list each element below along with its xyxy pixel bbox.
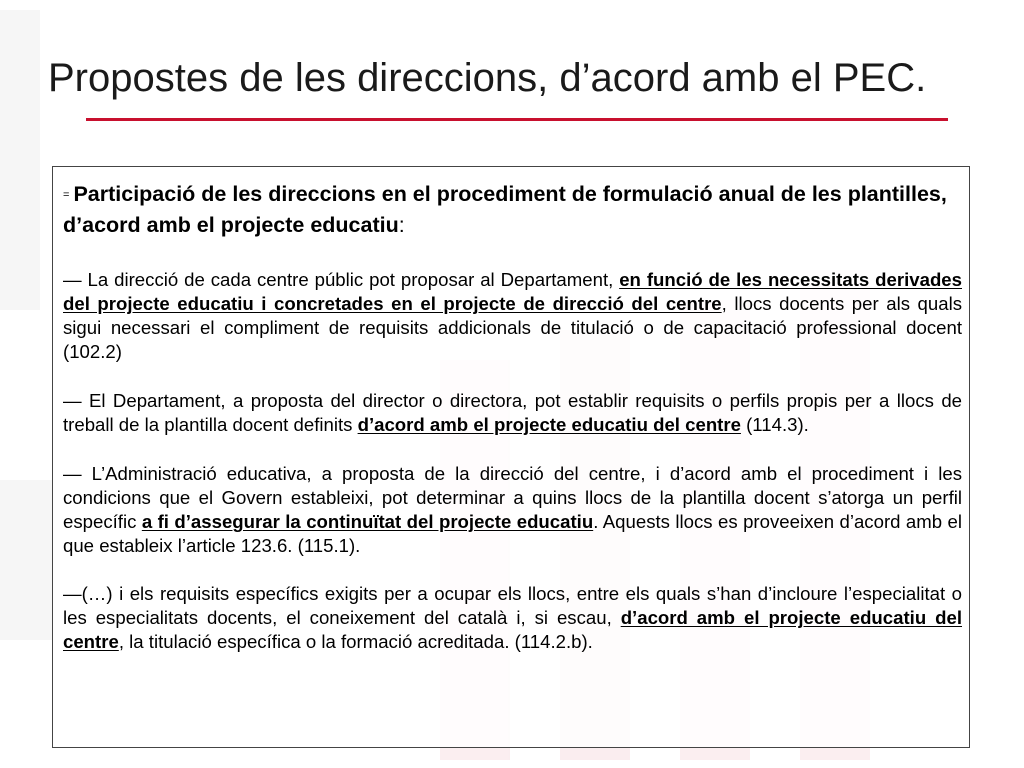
paragraph-4-emphasis: d’acord amb el projecte educatiu del centre <box>63 607 962 653</box>
box-heading <box>63 179 962 240</box>
content-box <box>52 166 970 748</box>
paragraph-4 <box>63 582 962 654</box>
paragraph-1-emphasis: en funció de les necessitats derivades del projecte educatiu i concretades en el projecte de direcció del centre <box>63 269 962 315</box>
heading-text: Participació de les direccions en el procediment de formulació anual de les plantilles, d’acord amb el projecte educatiu <box>63 182 947 238</box>
paragraph-4-text-before: —(…) i els requisits específics exigits per a ocupar els llocs, entre els quals s’han d’incloure l’especialitat o les especialitats docents, el coneixement del català i, si escau, <box>63 583 962 629</box>
paragraph-3-text-before: — L’Administració educativa, a proposta de la direcció del centre, i d’acord amb el procediment i les condicions que el Govern estableixi, pot determinar a quins llocs de la plantilla docent s’atorga un perfil específic <box>63 463 962 533</box>
paragraph-3-text-after: . Aquests llocs es proveeixen d’acord amb el que estableix l’article 123.6. (115.1). <box>63 511 962 557</box>
paragraph-2 <box>63 389 962 437</box>
paragraph-1-text-before: — La direcció de cada centre públic pot proposar al Departament, <box>63 269 620 291</box>
paragraph-3-emphasis: a fi d’assegurar la continuïtat del projecte educatiu <box>141 511 594 533</box>
paragraph-2-text-before: — El Departament, a proposta del director o directora, pot establir requisits o perfils propis per a llocs de treball de la plantilla docent definits <box>63 390 962 436</box>
paragraph-3 <box>63 462 962 558</box>
paragraph-2-emphasis: d’acord amb el projecte educatiu del centre <box>357 414 741 436</box>
heading-bullet: = <box>63 189 70 202</box>
paragraph-1 <box>63 268 962 364</box>
heading-colon: : <box>398 213 405 238</box>
title-underline-rule <box>86 118 948 121</box>
paragraph-2-text-after: (114.3). <box>740 414 809 436</box>
paragraph-1-text-after: , llocs docents per als quals sigui necessari el compliment de requisits addicionals de titulació o de capacitació professional docent (102.2) <box>63 293 962 363</box>
paragraph-4-text-after: , la titulació específica o la formació acreditada. (114.2.b). <box>118 631 593 653</box>
slide-title: Propostes de les direccions, d’acord amb el PEC. <box>48 56 927 100</box>
content-box-inner <box>63 179 962 654</box>
